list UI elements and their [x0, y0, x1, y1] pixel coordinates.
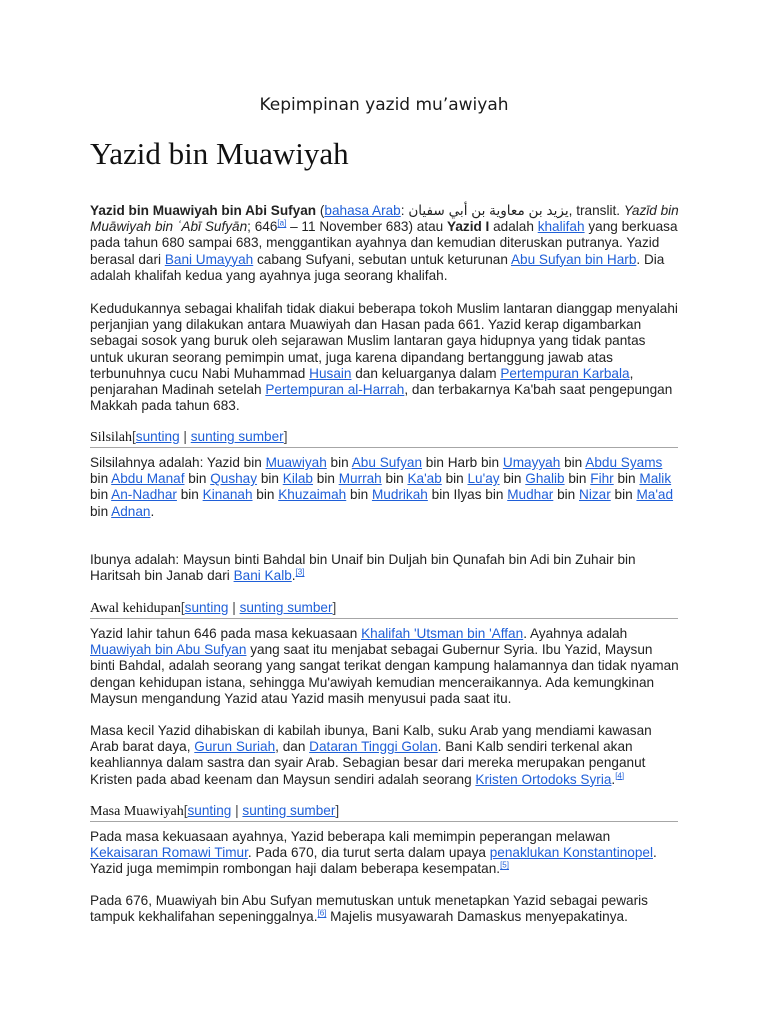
link-mudrikah[interactable]: Mudrikah: [371, 487, 428, 503]
document-heading: Kepimpinan yazid mu’awiyah: [259, 95, 509, 115]
early-life-paragraph-1: [90, 626, 680, 707]
section-heading-masa-muawiyah: [90, 803, 678, 822]
separator: |: [231, 803, 243, 818]
link-abu-sufyan-bin-harb[interactable]: Abu Sufyan bin Harb: [510, 251, 637, 267]
link-ghalib[interactable]: Ghalib: [525, 471, 565, 487]
link-an-nadhar[interactable]: An-Nadhar: [111, 487, 177, 503]
link-muawiyah[interactable]: Muawiyah: [265, 455, 327, 470]
text: yang berkuasa pada tahun 680 sampai 683, menggantikan ayahnya dan kemudian diteruskan putranya. Yazid berasal dari: [90, 219, 678, 267]
transliteration: Yazīd bin Muāwiyah bin ʿAbī Sufyān: [90, 203, 679, 235]
link-umayyah[interactable]: Umayyah: [502, 455, 561, 470]
text: bin: [312, 471, 339, 487]
section-title: Silsilah: [90, 430, 133, 445]
link-husain[interactable]: Husain: [309, 365, 352, 381]
link-khalifah-utsman[interactable]: Khalifah 'Utsman bin 'Affan: [361, 626, 524, 641]
mother-paragraph: [90, 552, 680, 584]
muawiyah-era-paragraph-1: [90, 829, 680, 878]
section-title: Awal kehidupan: [90, 601, 181, 616]
text: bin: [326, 455, 352, 470]
bracket: [: [132, 429, 136, 444]
text: Kedudukannya sebagai khalifah tidak diakui beberapa tokoh Muslim lantaran dianggap menyalahi perjanjian yang dilakukan antara Muawiyah dan Hasan pada 661. Yazid kerap digambarkan sebagai sosok yang buruk oleh sejarawan Muslim lantaran gaya hidupnya yang tidak pantas untuk ukuran seorang pemimpin umat, juga karena dipandang bertanggung jawab atas terbunuhnya cucu Nabi Muhammad: [90, 301, 678, 381]
text: bin: [90, 471, 112, 487]
text: bin: [613, 471, 640, 487]
link-bani-kalb[interactable]: Bani Kalb: [233, 568, 292, 584]
text: .: [291, 568, 296, 584]
bracket: [: [180, 600, 185, 615]
separator: |: [179, 429, 191, 444]
reference-4[interactable]: [4]: [615, 771, 625, 781]
bracket: ]: [332, 600, 337, 615]
link-qushay[interactable]: Qushay: [210, 471, 258, 487]
text: bin: [252, 487, 279, 503]
text: bin: [90, 503, 112, 519]
text: bin Ilyas bin: [427, 487, 508, 503]
edit-source-link[interactable]: sunting sumber: [190, 429, 284, 444]
text: . Pada 670, dia turut serta dalam upaya: [247, 845, 490, 861]
link-penaklukan-konstantinopel[interactable]: penaklukan Konstantinopel: [489, 845, 653, 861]
edit-source-link[interactable]: sunting sumber: [242, 803, 336, 818]
link-abdu-syams[interactable]: Abdu Syams: [585, 455, 663, 470]
text: .: [150, 503, 155, 519]
link-kristen-ortodoks-syria[interactable]: Kristen Ortodoks Syria: [475, 771, 612, 787]
link-khalifah[interactable]: khalifah: [537, 219, 585, 235]
link-muawiyah-bin-abu-sufyan[interactable]: Muawiyah bin Abu Sufyan: [90, 642, 247, 658]
muawiyah-era-paragraph-2: [90, 893, 680, 925]
section-heading-silsilah: [90, 429, 678, 448]
yazid-i-label: Yazid I: [447, 219, 490, 235]
link-fihr[interactable]: Fihr: [590, 471, 614, 487]
text: bin: [176, 487, 203, 503]
link-kaab[interactable]: Ka'ab: [407, 471, 442, 487]
separator: |: [228, 600, 240, 615]
text: . Ayahnya adalah: [523, 626, 628, 641]
section-title: Masa Muawiyah: [90, 804, 184, 819]
genealogy-paragraph: [90, 455, 680, 520]
section-heading-awal-kehidupan: [90, 600, 678, 619]
text: bin: [381, 471, 408, 487]
link-dataran-tinggi-golan[interactable]: Dataran Tinggi Golan: [309, 739, 438, 755]
text: bin: [560, 455, 586, 470]
subject-name: Yazid bin Muawiyah bin Abi Sufyan: [90, 203, 317, 218]
text: (: [316, 203, 325, 218]
bracket: [: [183, 803, 188, 818]
text: Silsilahnya adalah: Yazid bin: [90, 455, 266, 470]
text: , penjarahan Madinah setelah: [90, 365, 634, 398]
text: bin: [90, 487, 112, 503]
text: bin: [564, 471, 591, 487]
link-gurun-suriah[interactable]: Gurun Suriah: [194, 739, 276, 755]
text: yang saat itu menjabat sebagai Gubernur Syria. Ibu Yazid, Maysun binti Bahdal, adalah seorang yang sangat terikat dengan kampung halamannya dan tidak nyaman dengan kehidupan istana, sehingga Mu'awiyah kemudian menceraikannya. Ada kemungkinan Maysun mengandung Yazid atau Yazid masih menyusui pada saat itu.: [90, 642, 679, 706]
text: cabang Sufyani, sebutan untuk keturunan: [253, 251, 511, 267]
link-murrah[interactable]: Murrah: [338, 471, 382, 487]
text: bin: [610, 487, 637, 503]
edit-source-link[interactable]: sunting sumber: [239, 600, 333, 615]
link-khuzaimah[interactable]: Khuzaimah: [278, 487, 347, 503]
link-abdu-manaf[interactable]: Abdu Manaf: [111, 471, 185, 487]
text: .: [611, 771, 616, 787]
text: . Yazid juga memimpin rombongan haji dalam beberapa kesempatan.: [90, 845, 657, 877]
edit-link[interactable]: sunting: [187, 803, 232, 818]
text: , dan terbakarnya Ka'bah saat pengepungan Makkah pada tahun 683.: [90, 382, 673, 414]
link-pertempuran-karbala[interactable]: Pertempuran Karbala: [500, 365, 630, 381]
text: Ibunya adalah: Maysun binti Bahdal bin Unaif bin Duljah bin Qunafah bin Adi bin Zuhair bin Haritsah bin Janab dari: [90, 552, 636, 584]
link-bani-umayyah[interactable]: Bani Umayyah: [164, 251, 254, 267]
bracket: ]: [335, 803, 340, 818]
text: Pada masa kekuasaan ayahnya, Yazid beberapa kali memimpin peperangan melawan: [90, 829, 611, 844]
reference-6[interactable]: [6]: [317, 908, 327, 918]
edit-link[interactable]: sunting: [184, 600, 229, 615]
text: bin Harb bin: [422, 455, 503, 470]
bracket: ]: [283, 429, 288, 444]
link-bahasa-arab[interactable]: bahasa Arab: [324, 203, 401, 218]
paragraph-legitimacy: [90, 301, 680, 414]
link-maad[interactable]: Ma'ad: [636, 487, 674, 503]
link-pertempuran-al-harrah[interactable]: Pertempuran al-Harrah: [265, 382, 405, 398]
reference-3[interactable]: [3]: [295, 567, 305, 577]
link-mudhar[interactable]: Mudhar: [507, 487, 554, 503]
text: bin: [184, 471, 211, 487]
link-kinanah[interactable]: Kinanah: [202, 487, 253, 503]
link-kilab[interactable]: Kilab: [282, 471, 313, 487]
link-luay[interactable]: Lu'ay: [467, 471, 500, 487]
text: Pada 676, Muawiyah bin Abu Sufyan memutuskan untuk menetapkan Yazid sebagai pewaris tampuk kekhalifahan sepeninggalnya.: [90, 893, 648, 925]
text: – 11 November 683) atau: [286, 219, 448, 235]
text: : يزيد بن معاوية بن أبي سفيان, translit.: [400, 203, 624, 218]
text: , dan: [275, 739, 310, 755]
text: bin: [553, 487, 579, 503]
link-adnan[interactable]: Adnan: [111, 503, 151, 519]
reference-a[interactable]: [a]: [277, 218, 287, 228]
reference-5[interactable]: [5]: [500, 860, 509, 870]
edit-link[interactable]: sunting: [135, 429, 180, 444]
text: adalah: [489, 219, 538, 235]
early-life-paragraph-2: [90, 723, 680, 788]
text: bin: [499, 471, 526, 487]
text: . Bani Kalb sendiri terkenal akan keahliannya dalam sastra dan syair Arab. Sebagian besar dari mereka merupakan penganut Kristen pada abad keenam dan Maysun sendiri adalah seorang: [90, 739, 646, 787]
text: dan keluarganya dalam: [351, 365, 501, 381]
text: Masa kecil Yazid dihabiskan di kabilah ibunya, Bani Kalb, suku Arab yang mendiami kawasan Arab barat daya,: [90, 723, 652, 755]
link-kekaisaran-romawi-timur[interactable]: Kekaisaran Romawi Timur: [90, 845, 248, 861]
text: Yazid lahir tahun 646 pada masa kekuasaan: [90, 626, 362, 641]
link-abu-sufyan[interactable]: Abu Sufyan: [351, 455, 423, 470]
intro-paragraph: [90, 203, 680, 284]
link-malik[interactable]: Malik: [639, 471, 672, 487]
text: bin: [346, 487, 372, 503]
text: . Dia adalah khalifah kedua yang ayahnya juga seorang khalifah.: [90, 251, 665, 283]
text: Majelis musyawarah Damaskus menyepakatinya.: [326, 909, 628, 925]
link-nizar[interactable]: Nizar: [579, 487, 611, 503]
text: bin: [257, 471, 283, 487]
text: bin: [441, 471, 468, 487]
article-title: Yazid bin Muawiyah: [90, 136, 349, 171]
text: ; 646: [247, 219, 278, 235]
